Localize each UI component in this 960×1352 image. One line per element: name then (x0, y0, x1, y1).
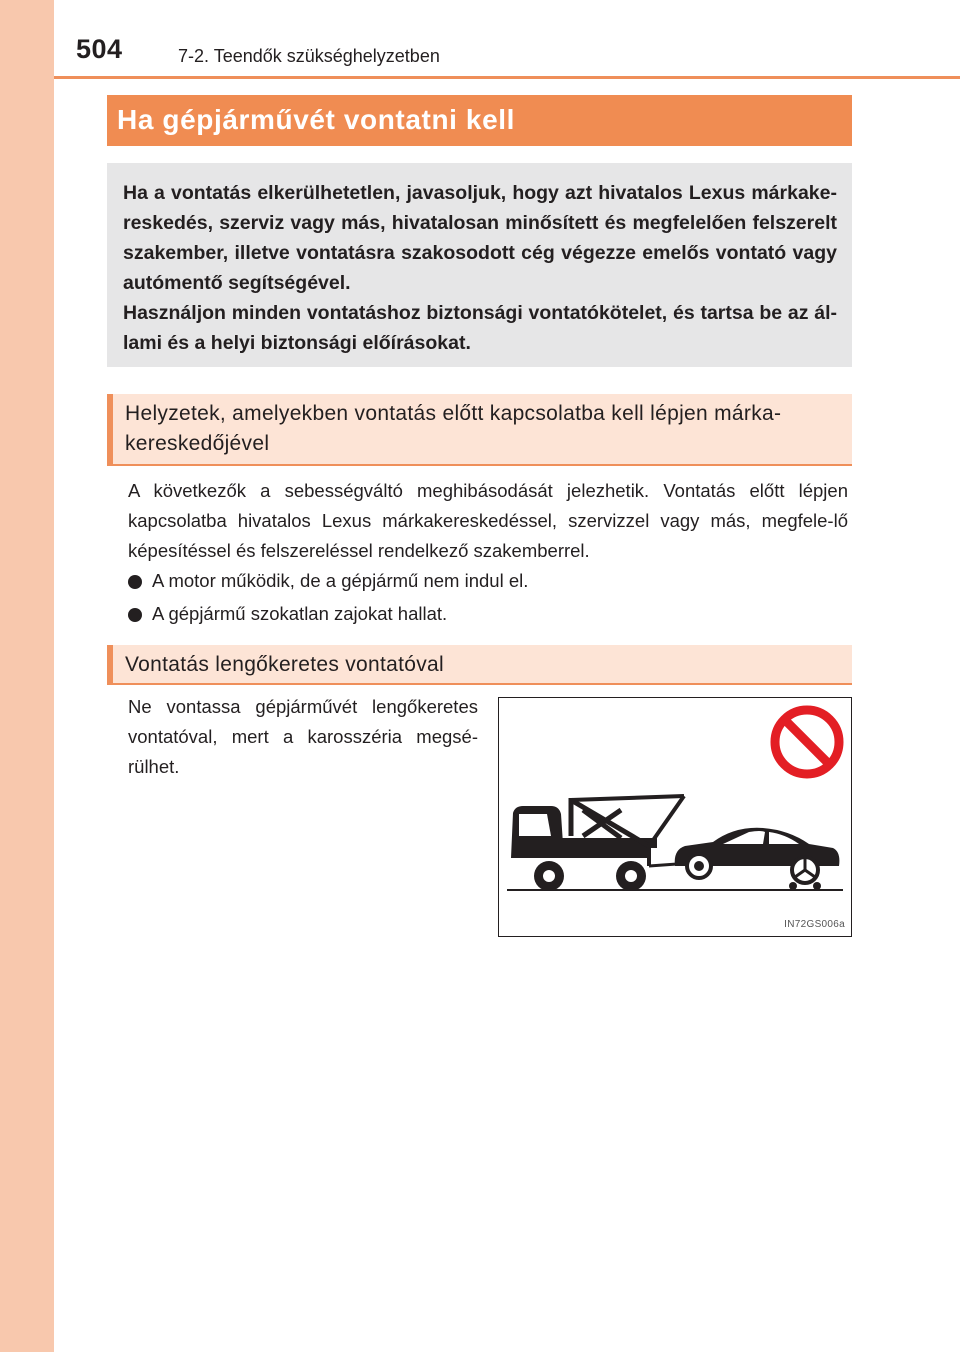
bullet-dot-icon (128, 608, 142, 622)
prohibited-sign-icon (775, 710, 839, 774)
notice-paragraph: Használjon minden vontatáshoz biztonsági vontatókötelet, és tartsa be az ál-lami és a helyi biztonsági előírásokat. (123, 302, 837, 354)
page-header (54, 0, 960, 80)
subsection-heading-bar (107, 645, 852, 685)
subsection-heading-bar (107, 394, 852, 466)
chapter-title: 7-2. Teendők szükséghelyzetben (178, 46, 440, 66)
subsection-heading: Helyzetek, amelyekben vontatás előtt kapcsolatba kell lépjen márka-kereskedőjével (125, 402, 782, 455)
tow-illustration-svg (499, 698, 851, 936)
figure-code: IN72GS006a (784, 919, 845, 930)
notice-box (107, 163, 852, 367)
notice-text (123, 178, 837, 358)
bullet-text: A gépjármű szokatlan zajokat hallat. (152, 603, 448, 624)
section-title: Ha gépjárművét vontatni kell (117, 104, 516, 135)
tow-illustration (498, 697, 852, 937)
subsection-body: Ne vontassa gépjárművét lengőkeretes vontatóval, mert a karosszéria megsé-rülhet. (128, 696, 478, 777)
header-rule (54, 76, 960, 79)
side-band (0, 0, 54, 1352)
page-number: 504 (76, 34, 123, 64)
tow-truck-icon (511, 796, 684, 891)
bullet-text: A motor működik, de a gépjármű nem indul el. (152, 570, 529, 591)
section-title-bar (107, 95, 852, 146)
subsection-heading: Vontatás lengőkeretes vontatóval (125, 653, 444, 676)
bullet-dot-icon (128, 575, 142, 589)
dolly-wheel-icon (789, 857, 821, 890)
notice-paragraph: Ha a vontatás elkerülhetetlen, javasoljuk, hogy azt hivatalos Lexus márkake-reskedés, szerviz vagy más, hivatalosan minősített és megfelelően felszerelt szakember, illetve vontatásra szakosodott cég végezze emelős vontató vagy autómentő segítségével. (123, 182, 837, 294)
subsection-body: A következők a sebességváltó meghibásodását jelezhetik. Vontatás előtt lépjen kapcsolatba hivatalos Lexus márkakereskedéssel, szervizzel vagy más, megfele-lő képesítéssel és felszereléssel rendelkező szakemberrel. (128, 480, 848, 561)
